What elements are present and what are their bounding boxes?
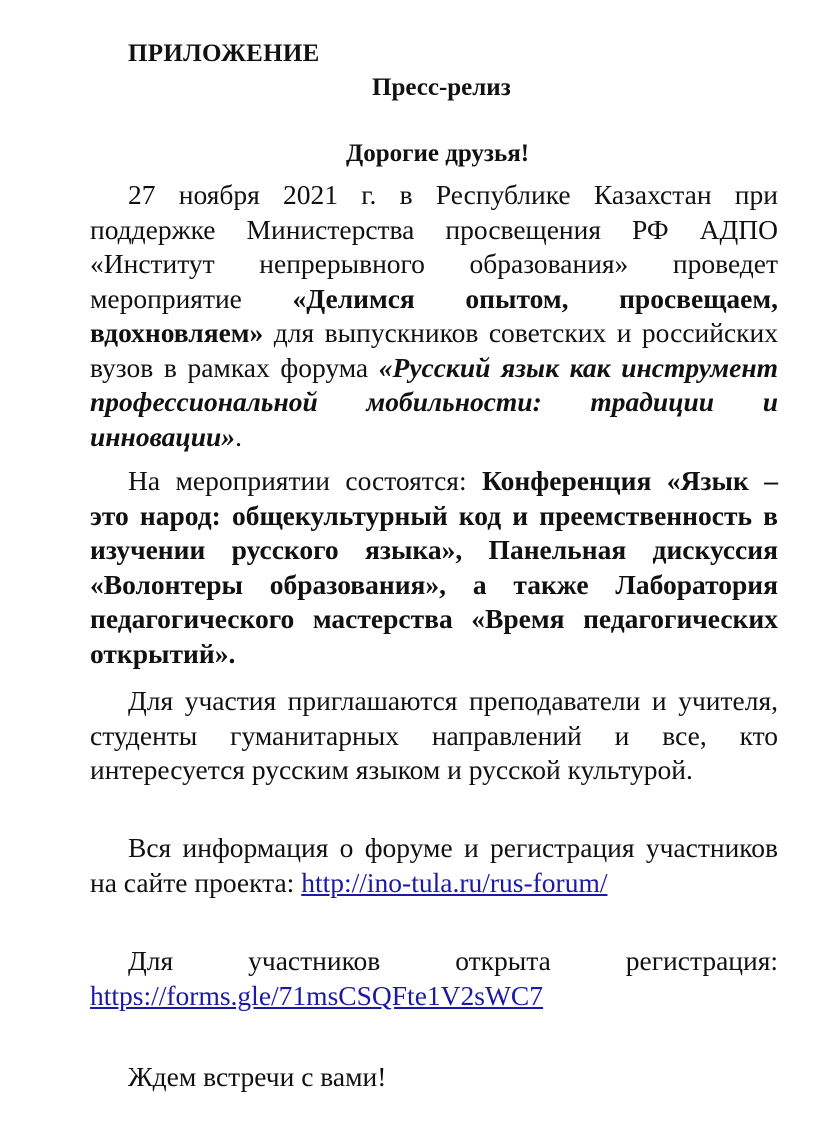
registration-link[interactable]: https://forms.gle/71msCSQFte1V2sWC7 [90, 979, 544, 1011]
event-name: «Делимся опытом, просвещаем, вдохновляем» [90, 282, 778, 348]
paragraph-invitation [90, 684, 778, 788]
paragraph-events [90, 464, 778, 671]
paragraph-site-info-text: Вся информация о форуме и регистрация участников на сайте проекта: [90, 832, 778, 898]
paragraph-announcement-text-start: 27 ноября 2021 г. в Республике Казахстан при поддержке Министерства просвещения РФ АДПО «Институт непрерывного образования» проведет мероприятие [90, 179, 778, 314]
events-list: Конференция «Язык – это народ: общекультурный код и преемственность в изучении русского языка», Панельная дискуссия «Волонтеры образования», а также Лаборатория педагогического мастерства «Время педагогических открытий». [90, 465, 778, 669]
paragraph-announcement [90, 178, 778, 454]
forum-name: «Русский язык как инструмент профессиональной мобильности: традиции и инновации» [90, 351, 778, 452]
paragraph-registration [90, 944, 778, 1013]
paragraph-announcement-text-middle: для выпускников советских и российских вузов в рамках форума [90, 317, 778, 383]
farewell-text: Ждем встречи с вами! [128, 1061, 387, 1092]
press-release-heading: Пресс-релиз [372, 74, 511, 101]
paragraph-invitation-text: Для участия приглашаются преподаватели и учителя, студенты гуманитарных направлений и все, кто интересуется русским языком и русской культурой. [90, 685, 778, 785]
appendix-heading: ПРИЛОЖЕНИЕ [128, 40, 320, 67]
paragraph-registration-text: Для участников открыта регистрация: [128, 945, 778, 976]
site-link[interactable]: http://ino-tula.ru/rus-forum/ [301, 866, 608, 898]
paragraph-announcement-text-end: . [235, 420, 242, 452]
paragraph-events-text-start: На мероприятии состоятся: [128, 465, 483, 496]
paragraph-site-info [90, 831, 778, 900]
greeting-heading: Дорогие друзья! [346, 140, 530, 167]
